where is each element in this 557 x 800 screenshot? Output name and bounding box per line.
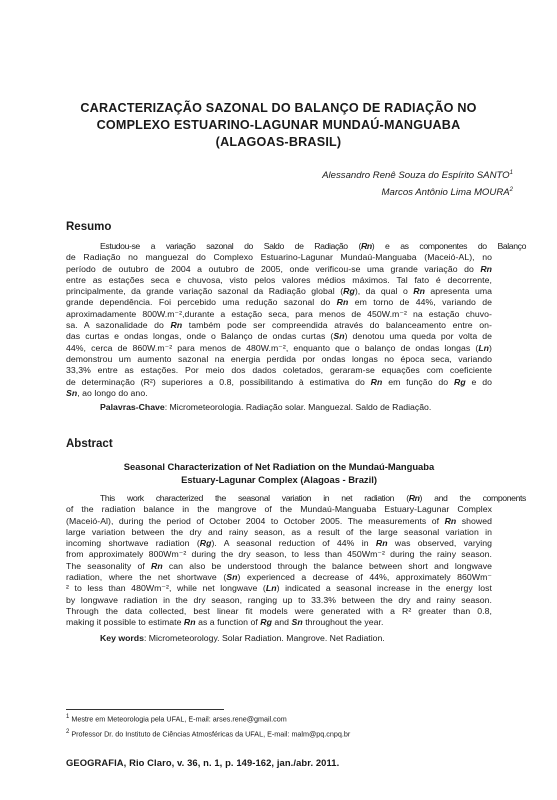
author-footnote-mark: 1 <box>509 170 513 176</box>
paragraph-line: Sn, ao longo do ano. <box>66 387 148 398</box>
paragraph-line: of the radiation balance in the mangrove of the Mundaú-Manguaba Estuary-Lagunar Complex <box>66 504 492 515</box>
paragraph-line: entre as estações seca e chuvosa, visto pelos valores médios máximos. Tal fato é decorrente, <box>66 274 492 285</box>
paragraph-line: demonstrou um aumento sazonal na energia perdida por ondas longas no época seca, variando <box>66 353 492 364</box>
footnote-divider <box>66 709 224 710</box>
paragraph-line: (Maceió-Al), during the period of October 2004 to October 2005. The measurements of Rn showed <box>66 515 492 526</box>
keywords-text: : Micrometeorology. Solar Radiation. Mangrove. Net Radiation. <box>143 633 385 643</box>
paragraph-line: de Radiação no manguezal do Complexo Estuarino-Lagunar Mundaú-Manguaba (Maceió-AL), no <box>66 252 492 263</box>
subtitle-line: Seasonal Characterization of Net Radiation on the Mundaú-Manguaba <box>123 461 435 472</box>
paragraph-line: This work characterized the seasonal variation in net radiation (Rn) and the components <box>100 493 526 503</box>
paragraph-line: Through the data collected, best linear fit models were generated with a R² greater than 0.8, <box>66 605 492 616</box>
paragraph-line: 44%, cerca de 860W.m⁻² para menos de 480W.m⁻², enquanto que o balanço de ondas longas (Ln) <box>66 342 492 353</box>
resumo-body <box>66 241 526 399</box>
paragraph-line: incoming shortwave radiation (Rg). A seasonal reduction of 44% in Rn was observed, varying <box>66 538 492 549</box>
author-footnote-mark: 2 <box>509 187 513 194</box>
paragraph-line: Estudou-se a variação sazonal do Saldo de Radiação (Rn) e as componentes do Balanço <box>100 241 526 251</box>
title-line: COMPLEXO ESTUARINO-LAGUNAR MUNDAÚ-MANGUABA <box>96 118 461 132</box>
footnote-mark: 1 <box>66 714 70 720</box>
keywords-label: Palavras-Chave <box>100 402 165 412</box>
abstract-subtitle <box>66 461 492 486</box>
footnote <box>66 714 287 723</box>
paragraph-line: das curtas e ondas longas, onde o Balanço de ondas curtas (Sn) denotou uma queda por volta de <box>66 331 492 342</box>
subtitle-line: Estuary-Lagunar Complex (Alagoas - Brazil) <box>181 473 377 485</box>
footnote <box>66 729 350 738</box>
author <box>322 166 513 183</box>
paragraph-line: 33,3% entre as estações. Por meio dos dados coletados, geraram-se equações com coeficiente <box>66 365 492 376</box>
footnote-mark: 2 <box>66 729 70 735</box>
abstract-heading: Abstract <box>66 438 113 450</box>
title-line: CARACTERIZAÇÃO SAZONAL DO BALANÇO DE RADIAÇÃO NO <box>80 101 477 115</box>
paragraph-line: large variation between the dry and rainy season, as a result of the large seasonal variation in <box>66 526 492 537</box>
resumo-heading: Resumo <box>66 221 112 233</box>
paper-title <box>60 100 497 151</box>
abstract-keywords <box>100 633 385 643</box>
paragraph-line: by longwave radiation in the dry season, ranging up to 33.3% between the dry and rainy season. <box>66 594 492 605</box>
abstract-body <box>66 493 526 629</box>
paragraph-line: de determinação (R²) superiores a 0.8, possibilitando à estimativa do Rn em função do Rg e do <box>66 376 492 387</box>
paragraph-line: sa. A sazonalidade do Rn também pode ser compreendida através do balanceamento entre on- <box>66 320 492 331</box>
footnote-text: Professor Dr. do Instituto de Ciências Atmosféricas da UFAL, E-mail: malm@pq.cnpq.br <box>69 729 351 739</box>
paragraph-line: radiation, where the net shortwave (Sn) experienced a decrease of 44%, approximately 860Wm⁻ <box>66 572 492 583</box>
paragraph-line: The seasonality of Rn can also be understood through the balance between short and longwave <box>66 560 492 571</box>
author-name: Alessandro Renê Souza do Espírito SANTO <box>322 170 510 182</box>
author-name: Marcos Antônio Lima MOURA <box>381 187 510 199</box>
paragraph-line: principalmente, da grande variação sazonal da Radiação global (Rg), da qual o Rn apresenta uma <box>66 286 492 297</box>
paragraph-line: grande dependência. Foi percebido uma redução sazonal do Rn em torno de 44%, variando de <box>66 297 492 308</box>
resumo-keywords <box>100 402 431 412</box>
paragraph-line: ² to less than 480Wm⁻², while net longwave (Ln) indicated a seasonal increase in the energy lost <box>66 583 492 594</box>
journal-citation: GEOGRAFIA, Rio Claro, v. 36, n. 1, p. 149-162, jan./abr. 2011. <box>66 757 340 768</box>
author <box>322 183 513 200</box>
paragraph-line: from approximately 800Wm⁻² during the dry season, to less than 450Wm⁻² during the rainy season. <box>66 549 492 560</box>
keywords-text: : Micrometeorologia. Radiação solar. Manguezal. Saldo de Radiação. <box>164 402 432 412</box>
paragraph-line: período de outubro de 2004 a outubro de 2005, onde verificou-se uma grande variação do Rn <box>66 263 492 274</box>
title-line: (ALAGOAS-BRASIL) <box>215 135 342 149</box>
author-list <box>322 166 513 200</box>
paragraph-line: aproximadamente 800W.m⁻²,durante a estação seca, para menos de 450W.m⁻² na estação chuvo- <box>66 308 492 319</box>
keywords-label: Key words <box>100 633 144 643</box>
paragraph-line: making it possible to estimate Rn as a function of Rg and Sn throughout the year. <box>66 617 384 628</box>
footnote-text: Mestre em Meteorologia pela UFAL, E-mail: arses.rene@gmail.com <box>69 714 287 724</box>
